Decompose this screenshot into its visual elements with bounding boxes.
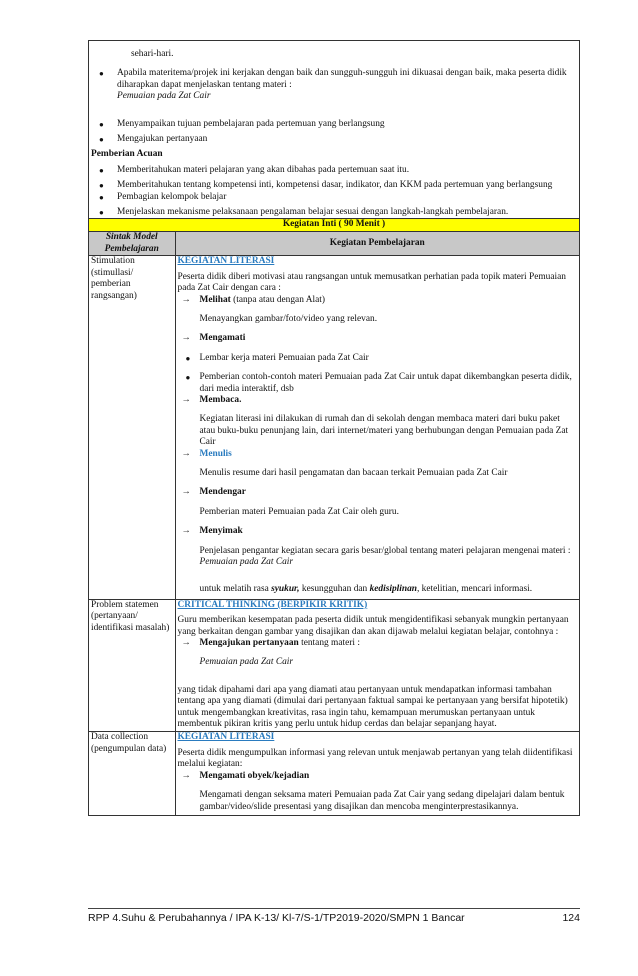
critical-thinking-title: CRITICAL THINKING (BERPIKIR KRITIK) xyxy=(177,599,368,610)
pendahuluan-cell xyxy=(89,41,580,219)
col-sintak-header: Sintak Model Pembelajaran xyxy=(89,232,176,256)
rpp-table xyxy=(88,40,580,816)
melihat-label: Melihat xyxy=(199,294,231,305)
stimulation-closing xyxy=(178,584,577,598)
acuan-item: ● Memberitahukan materi pelajaran yang akan dibahas pada pertemuan saat itu. xyxy=(91,165,577,176)
stimulation-label: Stimulation (stimullasi/ pemberian rangsangan) xyxy=(89,256,176,600)
acuan-item: ● Menjelaskan mekanisme pelaksanaan pengalaman belajar sesuai dengan langkah-langkah pembelajaran. xyxy=(91,207,577,218)
closing-syukur: syukur, xyxy=(271,584,300,595)
melihat-rest: (tanpa atau dengan Alat) xyxy=(230,294,325,305)
problem-intro: Guru memberikan kesempatan pada peserta didik untuk mengidentifikasi sebanyak mungkin pertanyaan yang berkaitan dengan gambar yang disajikan dan akan dijawab melalui kegiatan belajar, contohnya : xyxy=(177,615,569,637)
mendengar-item xyxy=(178,487,577,498)
data-collection-intro: Peserta didik mengumpulkan informasi yang relevan untuk menjawab pertanyan yang telah diidentifikasi melalui kegiatan: xyxy=(177,747,573,770)
arrow-icon: → xyxy=(181,394,191,405)
arrow-icon: → xyxy=(181,448,191,459)
problem-content xyxy=(175,599,579,732)
mengamati-label: Mengamati xyxy=(199,333,246,344)
mengamati-bullet: ● Pemberian contoh-contoh materi Pemuaian pada Zat Cair untuk dapat dikembangkan peserta didik, dari media interaktif, dsb xyxy=(178,372,577,395)
menyimak-item xyxy=(178,526,577,537)
page-footer xyxy=(88,908,580,924)
literasi-title: KEGIATAN LITERASI xyxy=(177,256,275,267)
arrow-icon: → xyxy=(181,638,191,649)
column-header-row xyxy=(89,232,580,256)
mengamati-item xyxy=(178,333,577,344)
stimulation-row xyxy=(89,256,580,600)
mengamati-bullet: ● Lembar kerja materi Pemuaian pada Zat Cair xyxy=(178,353,577,364)
stimulation-intro: Peserta didik diberi motivasi atau rangsangan untuk memusatkan perhatian pada topik materi Pemuaian pada Zat Cair dengan cara : xyxy=(177,271,566,294)
problem-row xyxy=(89,599,580,732)
menyimak-label: Menyimak xyxy=(199,526,243,537)
ajukan-rest: tentang materi : xyxy=(298,638,360,649)
sehari-hari-line: sehari-hari. xyxy=(131,49,174,59)
problem-label: Problem statemen (pertanyaan/ identifikasi masalah) xyxy=(89,599,176,732)
acuan-item: ● Pembagian kelompok belajar xyxy=(91,192,577,203)
closing-text: kesungguhan dan xyxy=(299,584,370,595)
closing-text: untuk melatih rasa xyxy=(199,584,272,595)
obyek-label: Mengamati obyek/kejadian xyxy=(199,770,310,781)
materi-italic: Pemuaian pada Zat Cair xyxy=(117,91,211,102)
data-collection-row xyxy=(89,732,580,815)
problem-closing: yang tidak dipahami dari apa yang diamati atau pertanyaan untuk mendapatkan informasi tambahan tentang apa yang diamati (dimulai dari pertanyaan faktual sampai ke pertanyaan yang bersifat hipotetik) untuk mengembangkan kreativitas, rasa ingin tahu, kemampuan merumuskan pertanyaan untuk membentuk pikiran kritis yang perlu untuk hidup cerdas dan belajar sepanjang hayat. xyxy=(177,684,568,730)
obyek-item xyxy=(178,771,577,782)
mendengar-desc: Pemberian materi Pemuaian pada Zat Cair oleh guru. xyxy=(199,506,399,517)
melihat-desc: Menayangkan gambar/foto/video yang relevan. xyxy=(199,313,378,324)
closing-kedisiplinan: kedisiplinan xyxy=(369,584,417,595)
melihat-item xyxy=(178,295,577,306)
bullet-pertanyaan: ● Mengajukan pertanyaan xyxy=(91,134,577,145)
arrow-icon: → xyxy=(181,487,191,498)
arrow-icon: → xyxy=(181,526,191,537)
membaca-label: Membaca xyxy=(199,394,240,405)
menulis-label: Menulis xyxy=(199,448,232,459)
acuan-item: ● Memberitahukan tentang kompetensi inti, kompetensi dasar, indikator, dan KKM pada pertemuan yang berlangsung xyxy=(91,180,577,191)
bullet-tujuan: ● Menyampaikan tujuan pembelajaran pada pertemuan yang berlangsung xyxy=(91,119,577,130)
mendengar-label: Mendengar xyxy=(199,487,246,498)
menyimak-desc: Penjelasan pengantar kegiatan secara garis besar/global tentang materi pelajaran mengenai materi : xyxy=(199,545,571,556)
menyimak-italic: Pemuaian pada Zat Cair xyxy=(199,557,294,567)
footer-text: RPP 4.Suhu & Perubahannya / IPA K-13/ Kl-7/S-1/TP2019-2020/SMPN 1 Bancar xyxy=(88,912,465,924)
arrow-icon: → xyxy=(181,333,191,344)
menulis-desc: Menulis resume dari hasil pengamatan dan bacaan terkait Pemuaian pada Zat Cair xyxy=(199,467,508,478)
pendahuluan-row xyxy=(89,41,580,219)
closing-text: , ketelitian, mencari informasi. xyxy=(416,584,533,595)
ajukan-label: Mengajukan pertanyaan xyxy=(199,638,299,649)
membaca-item: → Membaca. xyxy=(181,394,242,405)
membaca-desc: Kegiatan literasi ini dilakukan di rumah dan di sekolah dengan membaca materi dari buku paket atau buku-buku penunjang lain, dari internet/materi yang berhubungan dengan Pemuaian pada Zat Cair xyxy=(199,414,569,448)
obyek-desc: Mengamati dengan seksama materi Pemuaian pada Zat Cair yang sedang dipelajari dalam bentuk gambar/video/slide presentasi yang disajikan dan mencoba menginterprestasikannya. xyxy=(199,790,565,812)
arrow-icon: → xyxy=(181,294,191,305)
data-collection-content xyxy=(175,732,579,815)
kegiatan-inti-header-row xyxy=(89,219,580,232)
ajukan-italic: Pemuaian pada Zat Cair xyxy=(199,657,294,668)
col-kegiatan-header: Kegiatan Pembelajaran xyxy=(175,232,579,256)
page-number: 124 xyxy=(562,912,580,924)
bullet-apabila: ● Apabila materitema/projek ini kerjakan dengan baik dan sungguh-sungguh ini dikuasai dengan baik, maka peserta didik diharapkan dapat menjelaskan tentang materi : xyxy=(91,68,577,91)
menulis-item xyxy=(178,449,577,460)
acuan-heading: Pemberian Acuan xyxy=(91,149,163,160)
ajukan-item xyxy=(178,638,577,649)
arrow-icon: → xyxy=(181,770,191,781)
stimulation-content xyxy=(175,256,579,600)
document-page xyxy=(88,40,580,816)
literasi-title-2: KEGIATAN LITERASI xyxy=(177,732,275,743)
kegiatan-inti-heading: Kegiatan Inti ( 90 Menit ) xyxy=(89,219,580,232)
data-collection-label: Data collection (pengumpulan data) xyxy=(89,732,176,815)
